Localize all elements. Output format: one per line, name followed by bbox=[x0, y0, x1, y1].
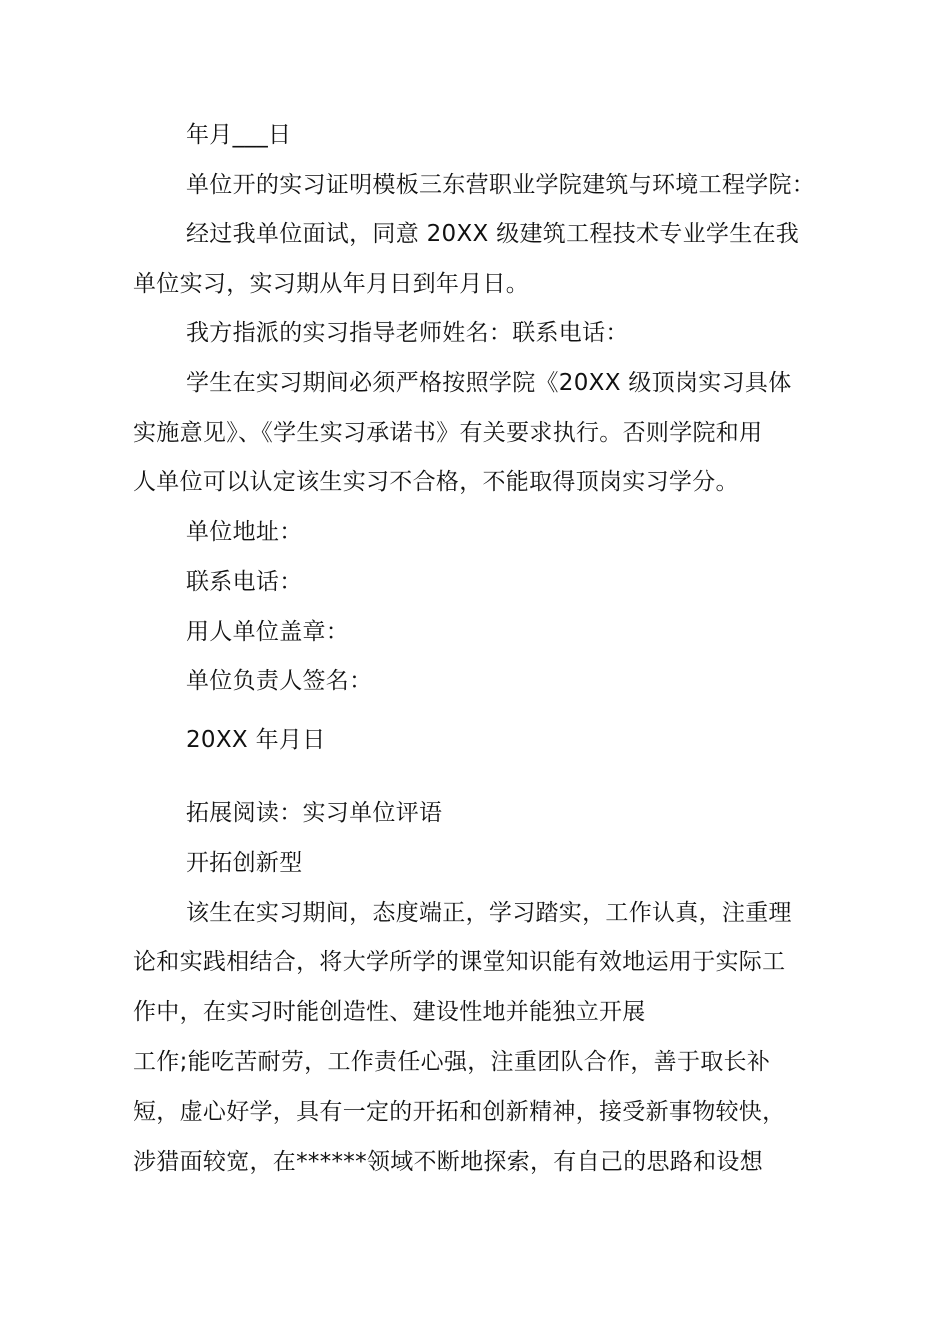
supervisor-line: 我方指派的实习指导老师姓名：联系电话： bbox=[186, 320, 629, 346]
body-paragraph-2-line-1: 学生在实习期间必须严格按照学院《20XX 级顶岗实习具体 bbox=[186, 370, 792, 396]
unit-seal-label: 用人单位盖章： bbox=[186, 619, 350, 645]
extended-reading-heading: 拓展阅读：实习单位评语 bbox=[186, 800, 443, 826]
contact-phone-label: 联系电话： bbox=[186, 569, 303, 595]
unit-address-label: 单位地址： bbox=[186, 519, 303, 545]
evaluation-line-1: 该生在实习期间，态度端正，学习踏实，工作认真，注重理 bbox=[186, 900, 792, 926]
salutation-line: 单位开的实习证明模板三东营职业学院建筑与环境工程学院： bbox=[186, 172, 816, 198]
evaluation-line-5: 短，虚心好学，具有一定的开拓和创新精神，接受新事物较快， bbox=[133, 1099, 786, 1125]
responsible-signature-label: 单位负责人签名： bbox=[186, 668, 373, 694]
evaluation-line-2: 论和实践相结合，将大学所学的课堂知识能有效地运用于实际工 bbox=[133, 949, 786, 975]
body-paragraph-2-line-2: 实施意见》、《学生实习承诺书》有关要求执行。否则学院和用 bbox=[133, 420, 763, 446]
signature-date: 20XX 年月日 bbox=[186, 727, 326, 753]
body-paragraph-1-line-2: 单位实习，实习期从年月日到年月日。 bbox=[133, 271, 530, 297]
section-subheading: 开拓创新型 bbox=[186, 850, 303, 876]
evaluation-line-6: 涉猎面较宽，在******领域不断地探索，有自己的思路和设想 bbox=[133, 1149, 763, 1175]
evaluation-line-3: 作中，在实习时能创造性、建设性地并能独立开展 bbox=[133, 999, 646, 1025]
body-paragraph-2-line-3: 人单位可以认定该生实习不合格，不能取得顶岗实习学分。 bbox=[133, 469, 739, 495]
evaluation-line-4: 工作;能吃苦耐劳，工作责任心强，注重团队合作，善于取长补 bbox=[133, 1049, 771, 1075]
date-blank-line: 年月___日 bbox=[186, 122, 292, 148]
body-paragraph-1-line-1: 经过我单位面试，同意 20XX 级建筑工程技术专业学生在我 bbox=[186, 221, 800, 247]
